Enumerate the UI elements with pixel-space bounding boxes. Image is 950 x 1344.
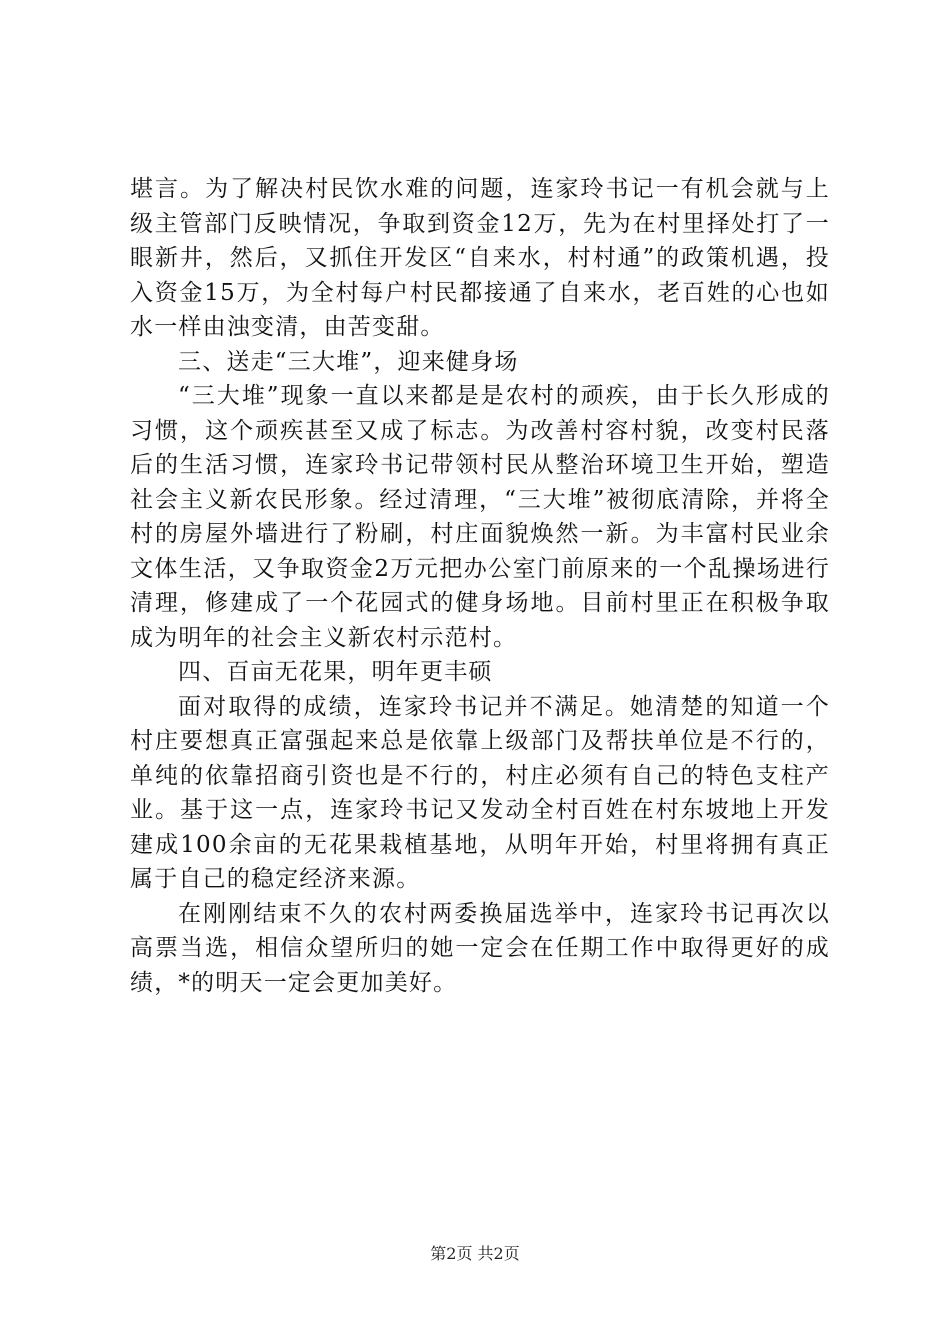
paragraph-fitness-field: “三大堆”现象一直以来都是是农村的顽疾，由于长久形成的习惯，这个顽疾甚至又成了标志。为改善村容村貌，改变村民落后的生活习惯，连家玲书记带领村民从整治环境卫生开始，塑造社会主义新农民形象。经过清理，“三大堆”被彻底清除，并将全村的房屋外墙进行了粉刷，村庄面貌焕然一新。为丰富村民业余文体生活，又争取资金2万元把办公室门前原来的一个乱操场进行清理，修建成了一个花园式的健身场地。目前村里正在积极争取成为明年的社会主义新农村示范村。 [130,383,830,651]
page-number-footer: 第2页 共2页 [430,1244,520,1263]
section-heading-three: 三、送走“三大堆”，迎来健身场 [178,348,519,375]
paragraph-fig-orchard: 面对取得的成绩，连家玲书记并不满足。她清楚的知道一个村庄要想真正富强起来总是依靠上级部门及帮扶单位是不行的，单纯的依靠招商引资也是不行的，村庄必须有自己的特色支柱产业。基于这一点，连家玲书记又发动全村百姓在村东坡地上开发建成100余亩的无花果栽植基地，从明年开始，村里将拥有真正属于自己的稳定经济来源。 [130,693,830,892]
document-body [130,172,830,1000]
section-heading-four: 四、百亩无花果，明年更丰硕 [178,659,493,685]
paragraph-election: 在刚刚结束不久的农村两委换届选举中，连家玲书记再次以高票当选，相信众望所归的她一定会在任期工作中取得更好的成绩，*的明天一定会更加美好。 [130,900,830,996]
paragraph-water-supply: 堪言。为了解决村民饮水难的问题，连家玲书记一有机会就与上级主管部门反映情况，争取到资金12万，先为在村里择处打了一眼新井，然后，又抓住开发区“自来水，村村通”的政策机遇，投入资金15万，为全村每户村民都接通了自来水，老百姓的心也如水一样由浊变清，由苦变甜。 [130,176,830,340]
